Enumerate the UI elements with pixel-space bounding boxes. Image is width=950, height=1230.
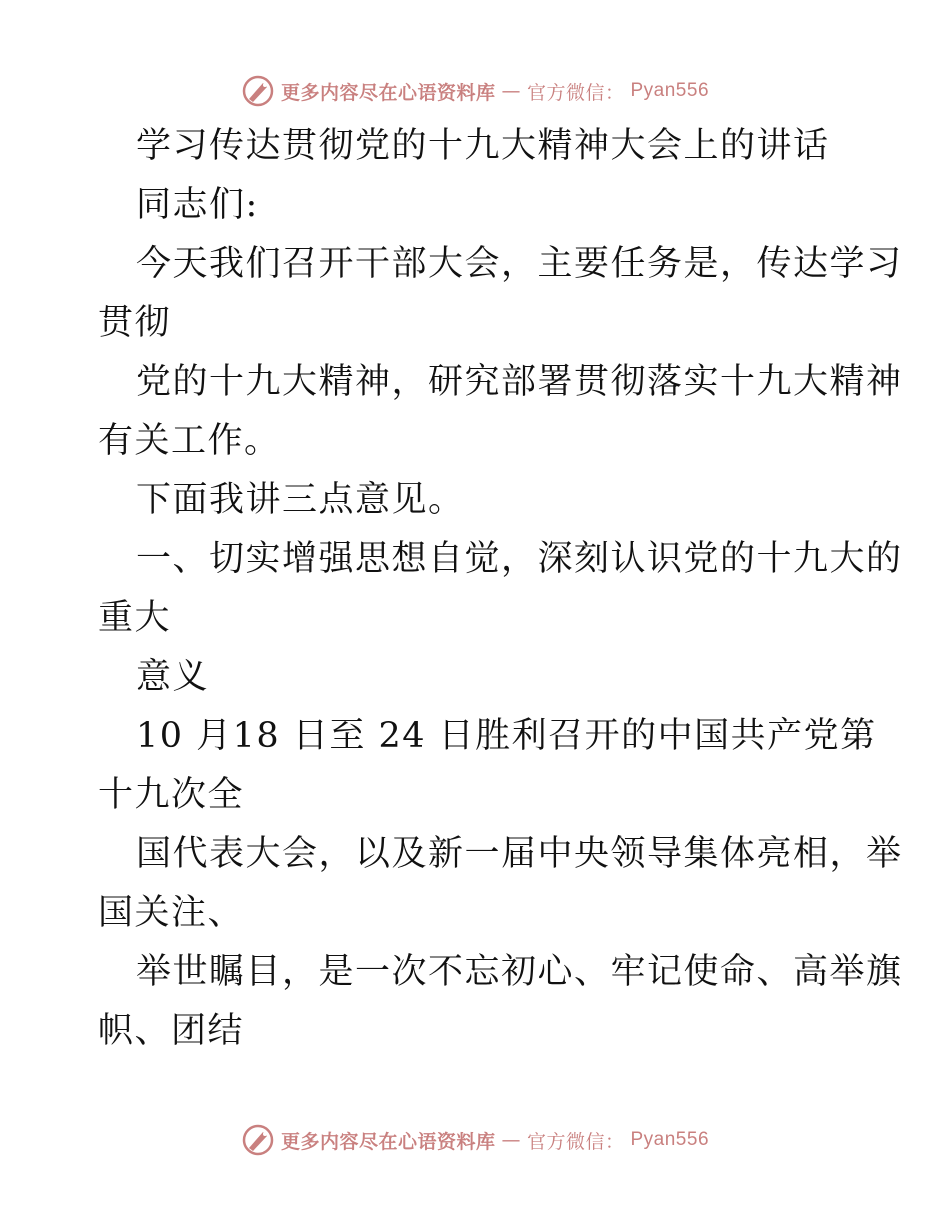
text-line: 举世瞩目，是一次不忘初心、牢记使命、高举旗 [136, 952, 903, 992]
text-line: 党的十九大精神，研究部署贯彻落实十九大精神 [136, 362, 903, 402]
footer-watermark [0, 1120, 950, 1160]
section-heading-line: 意义 [136, 657, 210, 697]
text-line: 有关工作。 [98, 421, 281, 461]
document-title: 学习传达贯彻党的十九大精神大会上的讲话 [136, 126, 830, 166]
text-line: 贯彻 [98, 303, 172, 343]
watermark-main-text: 更多内容尽在心语资料库 [280, 1130, 496, 1153]
section-heading-line: 重大 [98, 598, 172, 638]
watermark-wechat-id: Pyan556 [630, 80, 710, 101]
text-line: 今天我们召开干部大会，主要任务是，传达学习 [136, 244, 903, 284]
text-line: 十九次全 [98, 775, 245, 815]
text-line: 国关注、 [98, 893, 245, 933]
section-heading-line: 一、切实增强思想自觉，深刻认识党的十九大的 [136, 539, 903, 579]
watermark-dash: — [501, 1129, 521, 1151]
text-line: 下面我讲三点意见。 [136, 480, 465, 520]
watermark-main-text: 更多内容尽在心语资料库 [280, 81, 496, 104]
document-body [98, 117, 903, 1061]
watermark-wechat-id: Pyan556 [630, 1129, 710, 1150]
watermark-dash: — [501, 80, 521, 102]
pen-logo-icon [241, 1123, 275, 1157]
text-line: 国代表大会，以及新一届中央领导集体亮相，举 [136, 834, 903, 874]
pen-logo-icon [241, 74, 275, 108]
text-line: 同志们: [136, 185, 259, 225]
header-watermark [0, 71, 950, 111]
watermark-wechat-label: 官方微信： [526, 1130, 625, 1153]
text-line: 10 月18 日至 24 日胜利召开的中国共产党第 [136, 716, 877, 756]
text-line: 帜、团结 [98, 1011, 245, 1051]
watermark-wechat-label: 官方微信： [526, 81, 625, 104]
